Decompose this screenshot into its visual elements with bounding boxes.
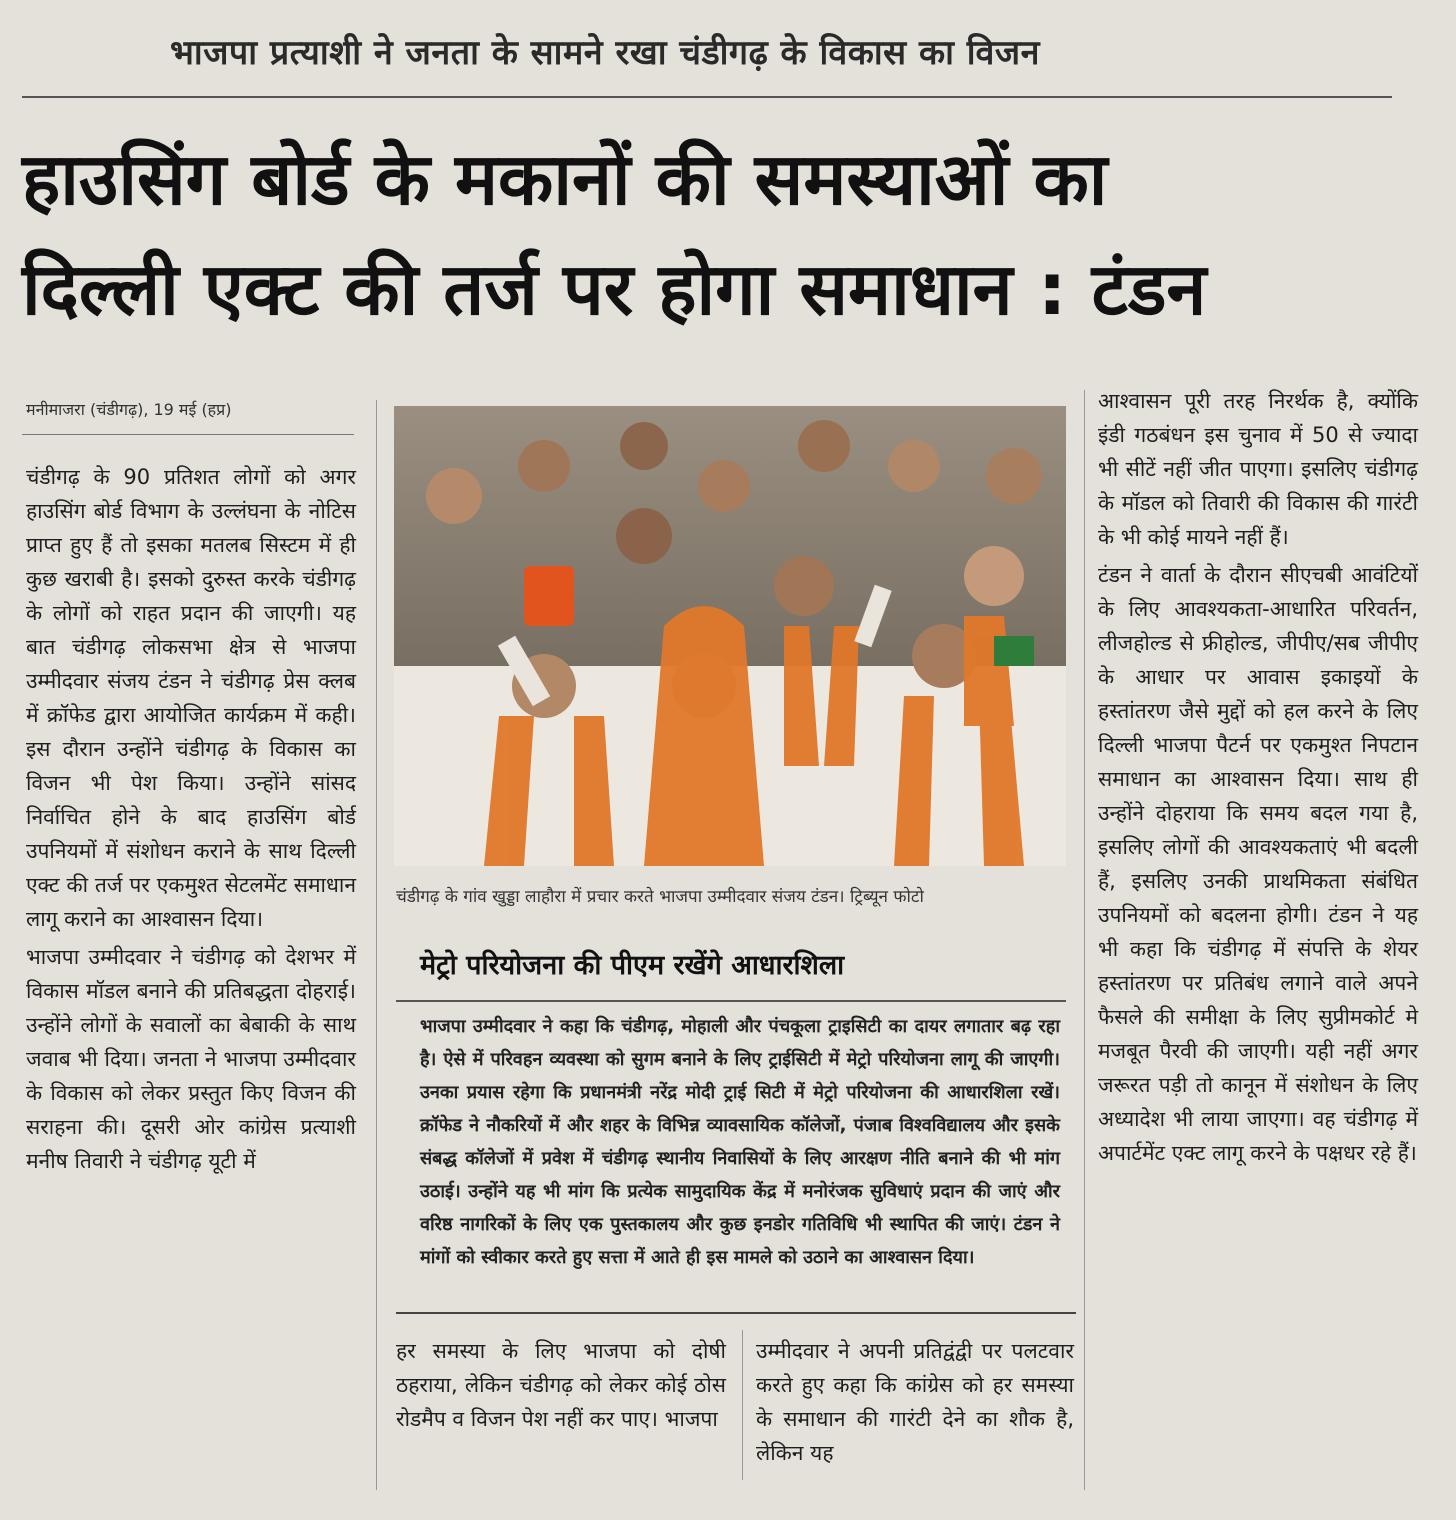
sidebar-box-title-divider [396, 1000, 1066, 1002]
kicker-divider [22, 96, 1392, 98]
right-column-paragraph-2: टंडन ने वार्ता के दौरान सीएचबी आवंटियों के लिए आवश्यकता-आधारित परिवर्तन, लीजहोल्ड से फ्रीहोल्ड, जीपीए/सब जीपीए के आधार पर आवास इकाइयों के हस्तांतरण जैसे मुद्दों को हल करने के लिए दिल्ली भाजपा पैटर्न पर एकमुश्त निपटान समाधान का आश्वासन दिया। साथ ही उन्होंने दोहराया कि समय बदल गया है, इसलिए लोगों की आवश्यकताएं भी बदली हैं, इसलिए उनकी प्राथमिकता संबंधित उपनियमों को बदलना होगी। टंडन ने यह भी कहा कि चंडीगढ़ में संपत्ति के शेयर हस्तांतरण पर प्रतिबंध लगाने वाले अपने फैसले की समीक्षा के लिए सुप्रीमकोर्ट मे मजबूत पैरवी की जाएगी। यही नहीं अगर जरूरत पड़ी तो कानून में संशोधन के लिए अध्यादेश भी लाया जाएगा। वह चंडीगढ़ में अपार्टमेंट एक्ट लागू करने के पक्षधर रहे हैं। [1098, 563, 1418, 1165]
dateline: मनीमाजरा (चंडीगढ़), 19 मई (हप्र) [26, 400, 232, 419]
right-column-paragraph-1: आश्वासन पूरी तरह निरर्थक है, क्योंकि इंडी गठबंधन इस चुनाव में 50 से ज्यादा भी सीटें नहीं जीत पाएगा। इसलिए चंडीगढ़ के मॉडल को तिवारी की विकास की गारंटी के भी कोई मायने नहीं हैं। [1098, 389, 1418, 549]
left-column-paragraph-2: भाजपा उम्मीदवार ने चंडीगढ़ को देशभर में विकास मॉडल बनाने की प्रतिबद्धता दोहराई। उन्होंने लोगों के सवालों का बेबाकी के साथ जवाब भी दिया। जनता ने भाजपा उम्मीदवार के विकास को लेकर प्रस्तुत किए विजन की सराहना की। दूसरी ओर कांग्रेस प्रत्याशी मनीष तिवारी ने चंडीगढ़ यूटी में [26, 945, 356, 1173]
column-divider-middle [742, 1330, 743, 1480]
middle-column-1: हर समस्या के लिए भाजपा को दोषी ठहराया, लेकिन चंडीगढ़ को लेकर कोई ठोस रोडमैप व विजन पेश नहीं कर पाए। भाजपा [396, 1339, 726, 1431]
kicker-headline: भाजपा प्रत्याशी ने जनता के सामने रखा चंडीगढ़ के विकास का विजन [170, 33, 1041, 73]
column-divider-left [376, 400, 377, 1490]
left-column [26, 460, 356, 1182]
left-column-paragraph-1: चंडीगढ़ के 90 प्रतिशत लोगों को अगर हाउसिंग बोर्ड विभाग के उल्लंघना के नोटिस प्राप्त हुए हैं तो इसका मतलब सिस्टम में ही कुछ खराबी है। इसको दुरुस्त करके चंडीगढ़ के लोगों को राहत प्रदान की जाएगी। यह बात चंडीगढ़ लोकसभा क्षेत्र से भाजपा उम्मीदवार संजय टंडन ने चंडीगढ़ प्रेस क्लब में क्रॉफेड द्वारा आयोजित कार्यक्रम में कही। इस दौरान उन्होंने चंडीगढ़ के विकास का विजन भी पेश किया। उन्होंने सांसद निर्वाचित होने के बाद हाउसिंग बोर्ड उपनियमों में संशोधन कराने के साथ दिल्ली एक्ट की तर्ज पर एकमुश्त सेटलमेंट समाधान लागू कराने का आश्वासन दिया। [26, 465, 356, 931]
rally-photo [394, 406, 1066, 866]
sidebar-box-title: मेट्रो परियोजना की पीएम रखेंगे आधारशिला [420, 950, 845, 981]
column-divider-right [1084, 390, 1085, 1490]
photo-caption: चंडीगढ़ के गांव खुड्डा लाहौरा में प्रचार करते भाजपा उम्मीदवार संजय टंडन। ट्रिब्यून फोटो [396, 887, 924, 907]
right-column [1098, 384, 1418, 1174]
sidebar-box-bottom-divider [396, 1312, 1076, 1314]
main-headline-line2: दिल्ली एक्ट की तर्ज पर होगा समाधान : टंडन [22, 247, 1207, 331]
crowd-illustration [394, 406, 1066, 866]
dateline-divider [22, 434, 354, 435]
main-headline-line1: हाउसिंग बोर्ड के मकानों की समस्याओं का [22, 137, 1108, 221]
middle-column-2: उम्मीदवार ने अपनी प्रतिद्वंद्वी पर पलटवार करते हुए कहा कि कांग्रेस को हर समस्या के समाधान की गारंटी देने का शौक है, लेकिन यह [756, 1339, 1074, 1465]
sidebar-box-body: भाजपा उम्मीदवार ने कहा कि चंडीगढ़, मोहाली और पंचकूला ट्राइसिटी का दायर लगातार बढ़ रहा है। ऐसे में परिवहन व्यवस्था को सुगम बनाने के लिए ट्राईसिटी में मेट्रो परियोजना लागू की जाएगी। उनका प्रयास रहेगा कि प्रधानमंत्री नरेंद्र मोदी ट्राई सिटी में मेट्रो परियोजना की आधारशिला रखें। क्रॉफेड ने नौकरियों में और शहर के विभिन्न व्यावसायिक कॉलेजों, पंजाब विश्वविद्यालय और इसके संबद्ध कॉलेजों में प्रवेश में चंडीगढ़ स्थानीय निवासियों के लिए आरक्षण नीति बनाने की भी मांग उठाई। उन्होंने यह भी मांग कि प्रत्येक सामुदायिक केंद्र में मनोरंजक सुविधाएं प्रदान की जाएं और वरिष्ठ नागरिकों के लिए एक पुस्तकालय और कुछ इनडोर गतिविधि भी स्थापित की जाएं। टंडन ने मांगों को स्वीकार करते हुए सत्ता में आते ही इस मामले को उठाने का आश्वासन दिया। [420, 1016, 1060, 1268]
